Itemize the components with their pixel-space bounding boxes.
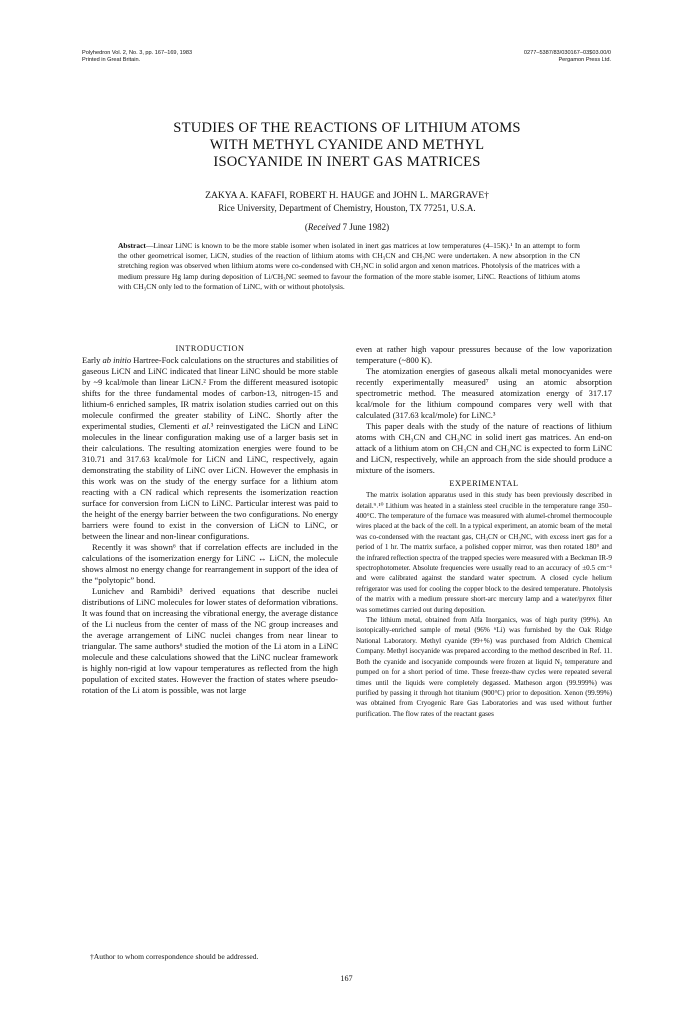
introduction-heading: INTRODUCTION [175,344,245,353]
journal-citation: Polyhedron Vol. 2, No. 3, pp. 167–169, 1983 [82,50,193,56]
experimental-heading: EXPERIMENTAL [449,479,519,489]
received-close-paren: ) [386,222,390,232]
intro-p1-italic-2: et al. [192,421,211,432]
right-paragraph-2: The atomization energies of gaseous alkali metal monocyanides were recently experimentally measured⁷ using an atomic absorption spectrometric method. The measured atomization energy of 317.17 kcal/mole for the lithium compound compares very well with that calculated (317.63 kcal/mole) for LiNC.³ [356,366,612,421]
intro-paragraph-3: Lunichev and Rambidi⁵ derived equations that describe nuclei distributions of LiNC molecules for lower states of deformation vibrations. It was found that on increasing the vibrational energy, the average distance of the Li nucleus from the center of mass of the NC group increases and the average arrangement of LiNC nuclei changes from near linear to triangular. The same authors⁶ studied the motion of the Li atom in a LiNC molecule and these calculations showed that the LiNC nuclear framework is highly non-rigid at low vapour temperatures as reflected from the high population of excited states. However the fraction of states where pseudo-rotation of the Li atom is possible, was not large [82,586,338,696]
page-number: 167 [340,974,353,983]
intro-paragraph-1 [82,355,338,542]
abstract-label: Abstract [118,241,146,250]
right-paragraph-3: This paper deals with the study of the nature of reactions of lithium atoms with CH₃CN and CH₃NC in solid inert gas matrices. An end-on attack of a lithium atom on CH₃CN and CH₃NC is expected to form LiNC and LiCN, respectively, while an approach from the side should produce a mixture of the isomers. [356,421,612,476]
author-affiliation: Rice University, Department of Chemistry, Houston, TX 77251, U.S.A. [218,203,476,213]
left-column [82,344,338,696]
intro-p1-text-a: Early [82,355,103,365]
intro-p1-italic: ab initio [102,355,132,365]
intro-p1-text-b: Hartree-Fock calculations on the structures and stabilities of gaseous LiCN and LiNC indicated that linear LiNC should be more stable by ~9 kcal/mole than linear LiCN.² From the different measured isotopic shifts for the three fundamental modes of carbon-13, nitrogen-15 and lithium-6 enriched samples, IR matrix isolation studies carried out on this molecule confirmed the greater stability of LiNC. Shortly after the experimental studies, Clementi [82,355,338,432]
experimental-paragraph-1: The matrix isolation apparatus used in this study has been previously described in detail.⁹˒¹⁰ Lithium was heated in a stainless steel crucible in the temperature range 350–400°C. The temperature of the furnace was measured with alumel-chromel thermocouple wires placed at the back of the cell. In a typical experiment, an atomic beam of the metal was co-condensed with the reactant gas, CH₃CN or CH₃NC, with excess inert gas for a period of 1 hr. The matrix surface, a polished copper mirror, was then rotated 180° and the infrared reflection spectra of the trapped species were measured with a Beckman IR-9 spectrophotometer. Absolute frequencies were usually read to an accuracy of ±0.5 cm⁻¹ and were calibrated against the standard water spectrum. A closed cycle helium refrigerator was used for cooling the copper block to the desired temperature. Photolysis of the matrix with a medium pressure short-arc mercury lamp and a water/pyrex filter was sometimes carried out during deposition. [356,491,612,614]
intro-paragraph-2: Recently it was shown⁶ that if correlation effects are included in the calculations of the isomerization energy for LiNC ↔ LiCN, the molecule shows almost no energy change for rearrangement in support of the idea of the “polytopic” bond. [82,542,338,586]
title-line-2: WITH METHYL CYANIDE AND METHYL [209,137,485,153]
abstract [118,241,580,292]
received-date-value: 7 June 1982 [342,222,387,232]
received-date [82,222,612,233]
right-column [356,344,612,719]
journal-header-right [524,50,611,64]
author-list: ZAKYA A. KAFAFI, ROBERT H. HAUGE and JOHN L. MARGRAVE† [205,190,489,201]
title-line-3: ISOCYANIDE IN INERT GAS MATRICES [213,154,481,170]
title-line-1: STUDIES OF THE REACTIONS OF LITHIUM ATOMS [173,120,521,136]
printed-location: Printed in Great Britain. [82,57,141,64]
article-code: 0277–5387/83/030167–03$03.00/0 [523,50,611,56]
journal-header-left [82,50,192,64]
author-footnote: †Author to whom correspondence should be addressed. [90,952,259,961]
abstract-text: —Linear LiNC is known to be the more stable isomer when isolated in inert gas matrices at low temperatures (4–15K).¹ In an attempt to form the other geometrical isomer, LiCN, studies of the reaction of lithium atoms with CH₃CN and CH₃NC were undertaken. A new absorption in the CN stretching region was observed when lithium atoms were co-condensed with CH₃NC in solid argon and xenon matrices. Photolysis of the matrices with a medium pressure Hg lamp during deposition of Li/CH₃NC seemed to favour the formation of the more stable isomer, LiNC. Reactions of lithium atoms with CH₃CN only led to the formation of LiNC, with or without photolysis. [118,241,580,291]
received-open-paren: ( [304,222,308,232]
experimental-paragraph-2: The lithium metal, obtained from Alfa Inorganics, was of high purity (99%). An isotopically-enriched sample of metal (96% ⁶Li) was furnished by the Oak Ridge National Laboratory. Methyl cyanide (99+%) was purchased from Aldrich Chemical Company. Methyl isocyanide was prepared according to the method described in Ref. 11. Both the cyanide and isocyanide compounds were frozen at liquid N₂ temperature and pumped on for a short period of time. These freeze-thaw cycles were repeated several times until the liquids were completely degassed. Matheson argon (99.999%) was purified by passing it through hot titanium (900°C) prior to deposition. Xenon (99.99%) was obtained from Cryogenic Rare Gas Laboratories and was used without further purification. The flow rates of the reactant gases [356,616,612,718]
publisher: Pergamon Press Ltd. [558,57,611,64]
article-title [82,120,612,171]
intro-p1-text-c: ³ reinvestigated the LiCN and LiNC molecules in the linear configuration making use of a larger basis set in their calculations. The resulting atomization energies were found to be 310.71 and 317.63 kcal/mole for LiCN and LiNC, respectively, again demonstrating the stability of LiNC over LiCN. However the emphasis in this work was on the study of the energy surface for a lithium atom reacting with a CN radical which represents the isomerization reaction surface for conversion from LiCN to LiNC. Particular interest was paid to the height of the energy barrier between the two configurations. No energy barriers were found to exist in the conversion of LiCN to LiNC, or between the linear and non-linear configurations. [82,421,339,542]
received-label: Received [307,222,341,232]
right-paragraph-1: even at rather high vapour pressures because of the low vaporization temperature (~800 K). [356,344,612,366]
